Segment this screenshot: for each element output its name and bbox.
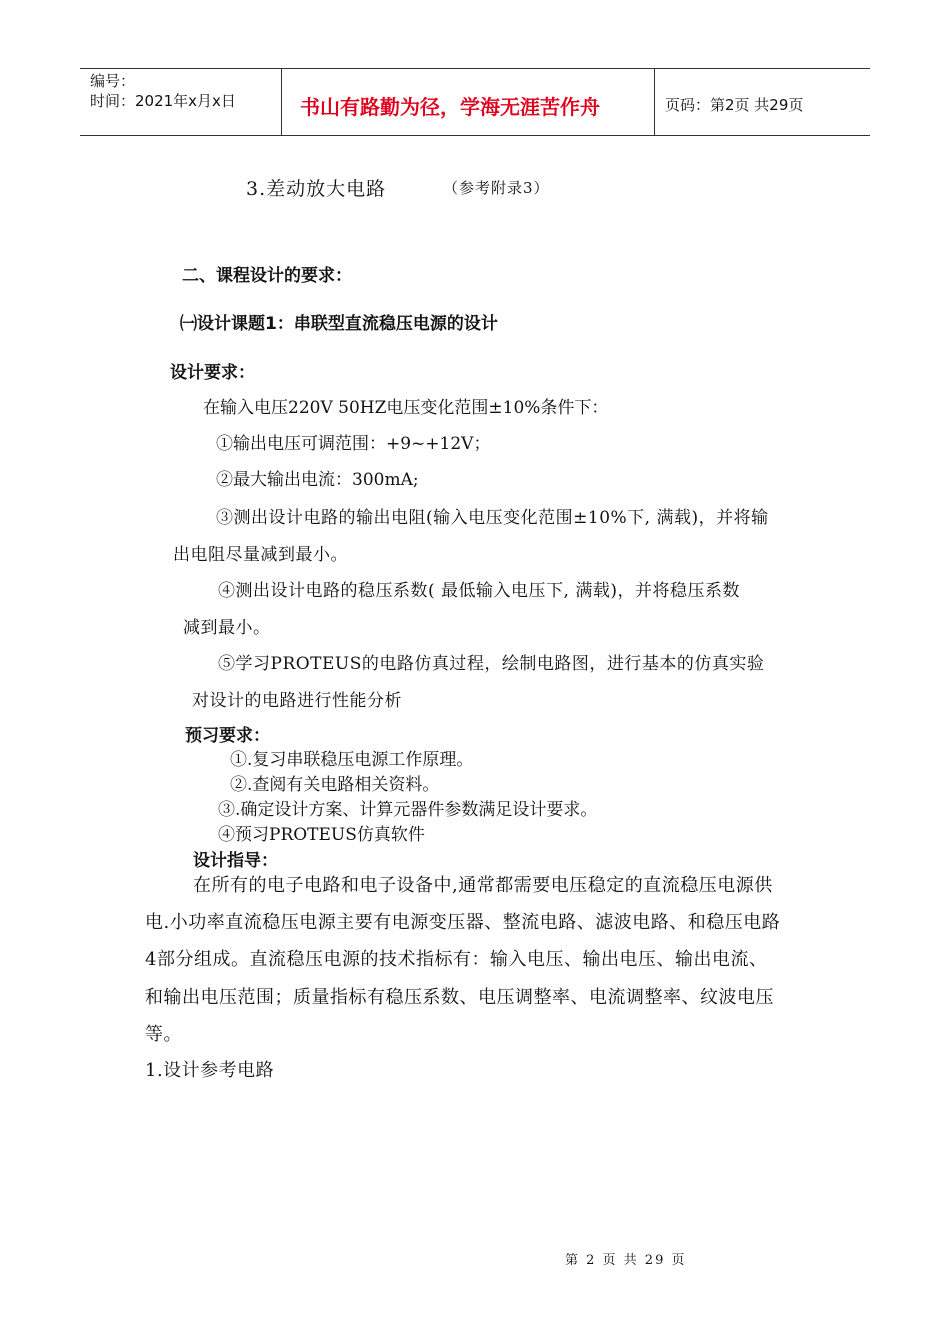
requirement-item: ③测出设计电路的输出电阻(输入电压变化范围±10%下, 满载)，并将输 — [216, 508, 769, 528]
preview-item: ②.查阅有关电路相关资料。 — [230, 775, 440, 795]
requirement-item: ①输出电压可调范围：+9~+12V； — [216, 434, 491, 454]
requirement-item: ④测出设计电路的稳压系数( 最低输入电压下, 满载)，并将稳压系数 — [218, 581, 740, 601]
doc-time-label: 时间：2021年x月x日 — [90, 92, 236, 110]
guide-paragraph-line: 和输出电压范围；质量指标有稳压系数、电压调整率、电流调整率、纹波电压 — [145, 987, 774, 1008]
section-title: 3.差动放大电路 — [246, 178, 387, 200]
requirement-item-continued: 减到最小。 — [183, 618, 271, 638]
header-top-rule — [80, 68, 870, 69]
guide-label: 设计指导： — [193, 851, 278, 871]
guide-paragraph-line: 4部分组成。直流稳压电源的技术指标有：输入电压、输出电压、输出电流、 — [145, 949, 768, 970]
preview-item: ③.确定设计方案、计算元器件参数满足设计要求。 — [218, 800, 598, 820]
guide-paragraph-line: 等。 — [145, 1024, 182, 1045]
header-bottom-rule — [80, 135, 870, 136]
doc-number-label: 编号： — [90, 72, 136, 90]
requirement-item-continued: 对设计的电路进行性能分析 — [192, 691, 402, 711]
page-footer: 第 2 页 共 29 页 — [565, 1253, 687, 1268]
reference-circuit-heading: 1.设计参考电路 — [145, 1060, 275, 1081]
design-requirements-label: 设计要求： — [170, 363, 255, 383]
header-divider-2 — [654, 68, 655, 136]
preview-item: ④预习PROTEUS仿真软件 — [218, 825, 425, 845]
header-page-info: 页码：第2页 共29页 — [665, 96, 804, 114]
requirement-item: ②最大输出电流：300mA; — [216, 470, 419, 490]
requirements-heading: 二、课程设计的要求： — [182, 266, 352, 286]
header-motto: 书山有路勤为径，学海无涯苦作舟 — [300, 95, 600, 119]
guide-paragraph-line: 在所有的电子电路和电子设备中,通常都需要电压稳定的直流稳压电源供 — [193, 875, 773, 896]
design-topic-heading: ㈠设计课题1：串联型直流稳压电源的设计 — [180, 314, 498, 334]
requirements-intro: 在输入电压220V 50HZ电压变化范围±10%条件下： — [203, 398, 609, 418]
guide-paragraph-line: 电.小功率直流稳压电源主要有电源变压器、整流电路、滤波电路、和稳压电路 — [145, 912, 781, 933]
requirement-item-continued: 出电阻尽量减到最小。 — [173, 545, 348, 565]
requirement-item: ⑤学习PROTEUS的电路仿真过程，绘制电路图，进行基本的仿真实验 — [218, 654, 765, 674]
preview-item: ①.复习串联稳压电源工作原理。 — [230, 750, 474, 770]
section-ref: （参考附录3） — [443, 179, 550, 197]
preview-label: 预习要求： — [185, 726, 270, 746]
header-divider-1 — [281, 68, 282, 136]
